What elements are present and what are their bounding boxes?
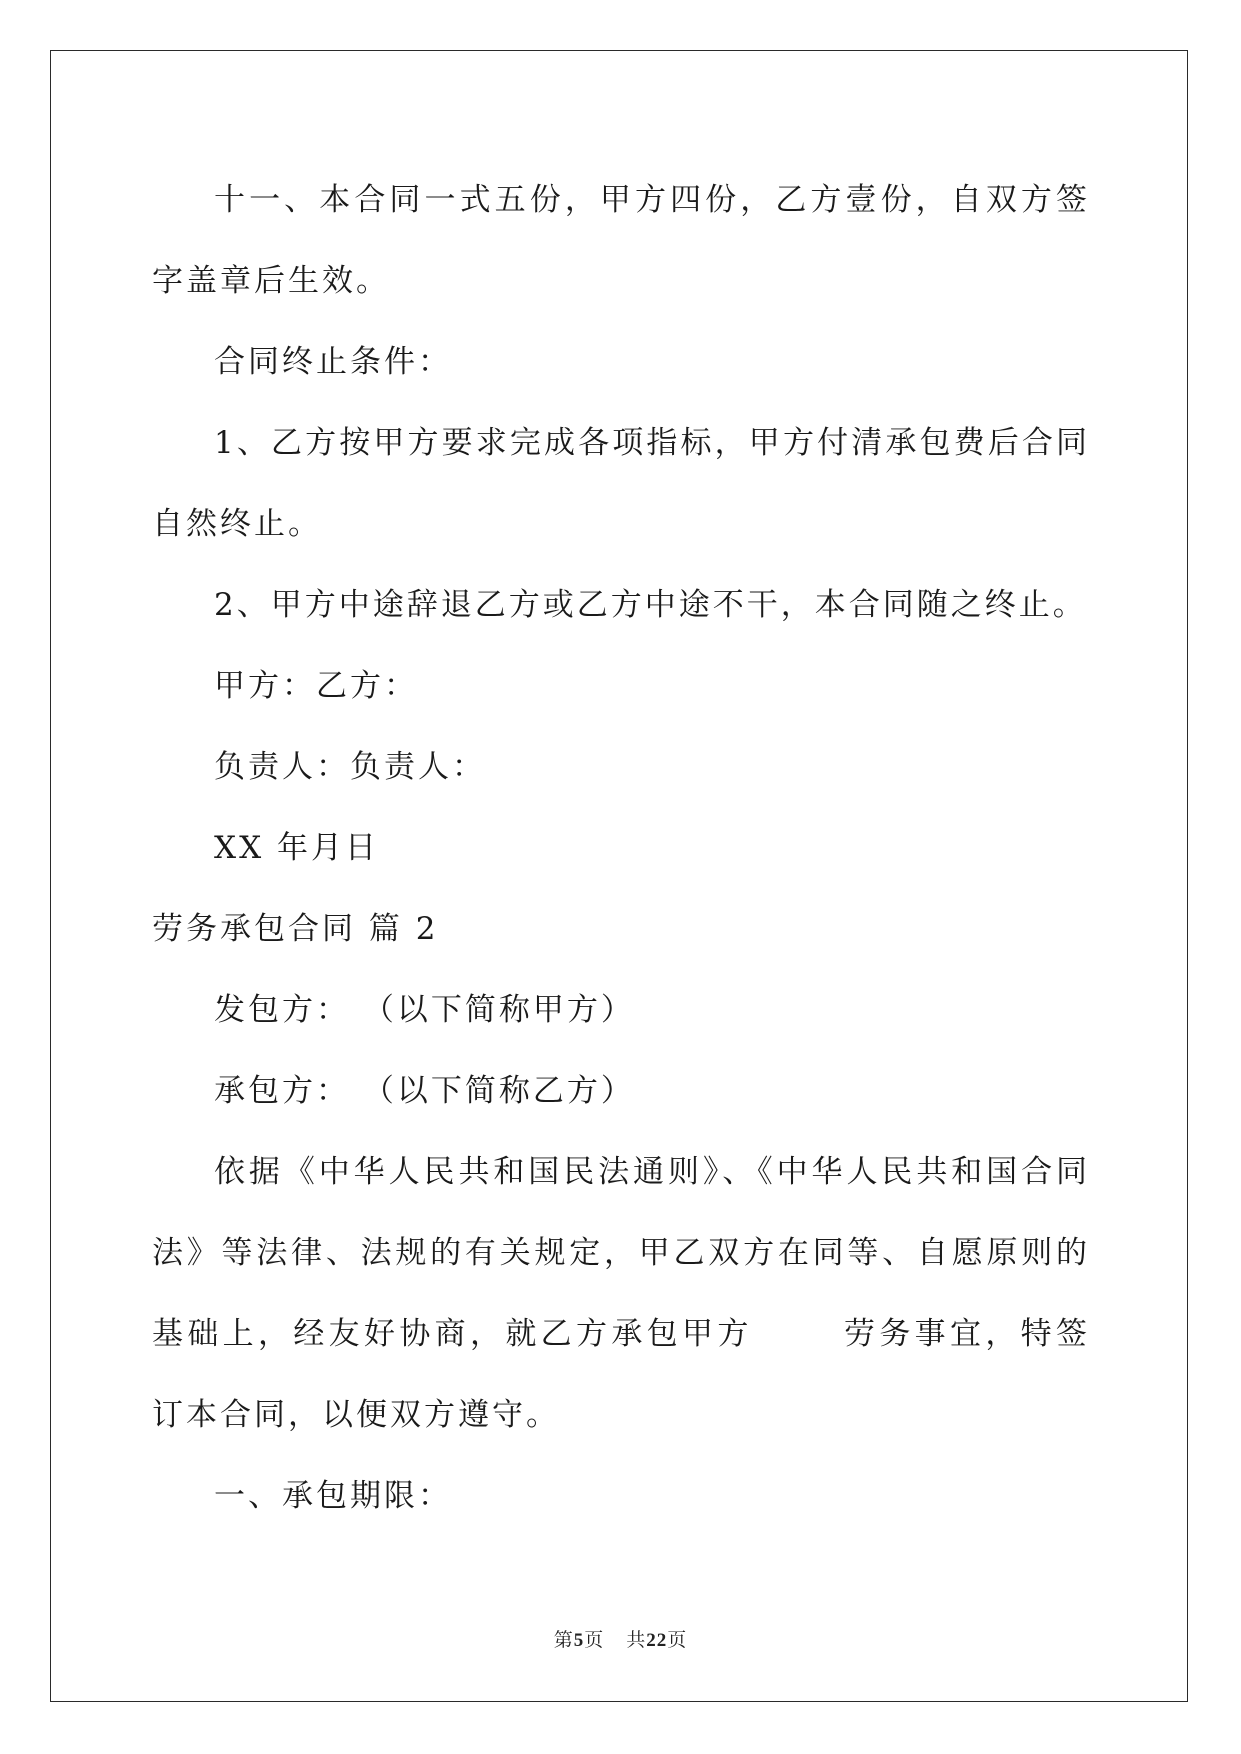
legal-basis-paragraph [152, 1132, 1090, 1456]
page-prefix: 第 [553, 1630, 574, 1651]
legal-basis-text-after-blank: 劳务事宜，特签订本合同，以便双方遵守。 [152, 1316, 1091, 1433]
page-unit: 页 [584, 1630, 605, 1651]
date-line: XX 年月日 [214, 830, 379, 866]
termination-condition-1: 1、乙方按甲方要求完成各项指标，甲方付清承包费后合同自然终止。 [152, 425, 1090, 542]
responsible-person-line: 负责人：负责人： [214, 749, 486, 785]
page-number: 5 [573, 1630, 585, 1651]
termination-heading: 合同终止条件： [214, 344, 452, 380]
document-body [152, 160, 1090, 1537]
page-footer [0, 1625, 1241, 1652]
legal-basis-text-before-blank: 好协商，就乙方承包甲方 [364, 1316, 753, 1352]
contract-term-heading: 一、承包期限： [214, 1478, 452, 1514]
termination-condition-2: 2、甲方中途辞退乙方或乙方中途不干，本合同随之终止。 [214, 587, 1087, 623]
clause-eleven: 十一、本合同一式五份，甲方四份，乙方壹份，自双方签字盖章后生效。 [152, 182, 1090, 299]
legal-basis-text: 依据《中华人民共和国民法通则》、《中华人民共和国合同法》等法律、法规的有关规定，甲乙双方在同等、自愿原则的基础上，经友 [152, 1154, 1090, 1352]
party-signature-line: 甲方：乙方： [214, 668, 418, 704]
total-prefix: 共 [626, 1630, 647, 1651]
contractor-receiver-line: 承包方： （以下简称乙方） [214, 1073, 635, 1109]
contractor-issuer-line: 发包方： （以下简称甲方） [214, 992, 635, 1028]
section-title: 劳务承包合同 篇 2 [152, 911, 439, 947]
total-unit: 页 [667, 1630, 688, 1651]
total-pages: 22 [646, 1630, 668, 1651]
